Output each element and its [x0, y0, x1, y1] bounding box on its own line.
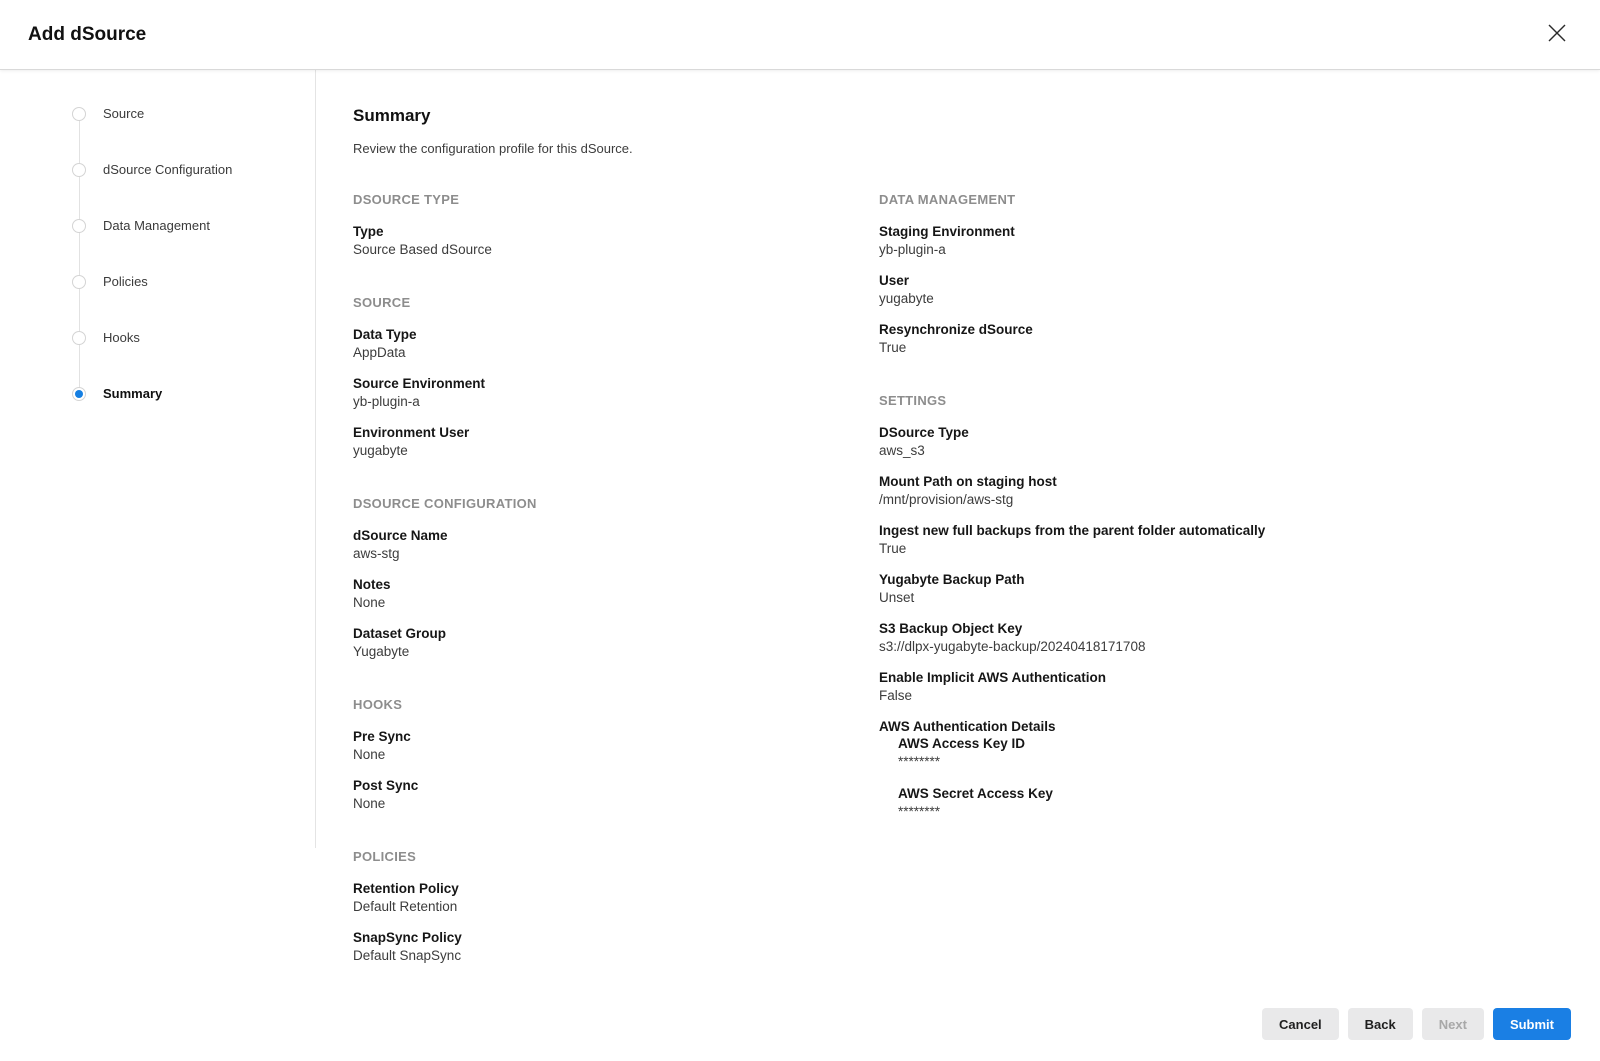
field-value: None — [353, 796, 386, 811]
field-dataset-group — [353, 625, 879, 660]
field-label: Notes — [353, 577, 391, 592]
field-value: Default SnapSync — [353, 948, 462, 963]
field-value: Unset — [879, 590, 915, 605]
field-s3-backup-object-key — [879, 620, 1560, 655]
field-label: Mount Path on staging host — [879, 474, 1057, 489]
field-label: dSource Name — [353, 528, 448, 543]
field-value: aws-stg — [353, 546, 400, 561]
step-dsource-configuration[interactable] — [0, 162, 316, 177]
step-label: Hooks — [103, 330, 140, 345]
wizard-sidebar — [0, 70, 316, 1061]
section-dsource-configuration — [353, 496, 879, 660]
field-ingest-full-backups — [879, 522, 1560, 557]
field-retention-policy — [353, 880, 879, 915]
field-staging-environment — [879, 223, 1560, 258]
step-label: Source — [103, 106, 145, 121]
field-label: AWS Secret Access Key — [898, 786, 1053, 801]
section-title: SOURCE — [353, 295, 411, 310]
cancel-button[interactable]: Cancel — [1262, 1008, 1339, 1040]
field-label: Pre Sync — [353, 729, 411, 744]
step-label: Data Management — [103, 218, 210, 233]
modal-header — [0, 0, 1600, 70]
field-user — [879, 272, 1560, 307]
section-title: DSOURCE CONFIGURATION — [353, 496, 537, 511]
summary-description: Review the configuration profile for this dSource. — [353, 141, 633, 156]
field-value: Yugabyte — [353, 644, 410, 659]
field-label: Data Type — [353, 327, 417, 342]
field-value-masked: ******** — [898, 754, 941, 769]
field-post-sync — [353, 777, 879, 812]
field-label: Staging Environment — [879, 224, 1015, 239]
step-circle-active-icon — [72, 387, 86, 401]
next-button[interactable]: Next — [1422, 1008, 1484, 1040]
field-aws-access-key-id — [898, 735, 1560, 770]
section-settings — [879, 393, 1560, 820]
field-notes — [353, 576, 879, 611]
field-value: s3://dlpx-yugabyte-backup/20240418171708 — [879, 639, 1146, 654]
field-enable-implicit-aws-auth — [879, 669, 1560, 704]
step-circle-icon — [72, 219, 86, 233]
wizard-stepper — [0, 70, 316, 401]
field-value: yb-plugin-a — [879, 242, 946, 257]
step-circle-icon — [72, 275, 86, 289]
section-title: POLICIES — [353, 849, 417, 864]
section-source — [353, 295, 879, 459]
field-mount-path — [879, 473, 1560, 508]
field-dsource-name — [353, 527, 879, 562]
step-summary-active[interactable] — [0, 386, 316, 401]
close-button[interactable] — [1542, 20, 1572, 50]
section-policies — [353, 849, 879, 964]
group-label: AWS Authentication Details — [879, 719, 1056, 734]
summary-heading: Summary — [353, 106, 431, 125]
aws-auth-sub-fields — [879, 735, 1560, 820]
field-label: Enable Implicit AWS Authentication — [879, 670, 1107, 685]
section-dsource-type — [353, 192, 879, 258]
step-source[interactable] — [0, 106, 316, 121]
section-hooks — [353, 697, 879, 812]
field-value: /mnt/provision/aws-stg — [879, 492, 1014, 507]
summary-content — [316, 70, 1600, 1061]
field-value: Source Based dSource — [353, 242, 492, 257]
field-label: DSource Type — [879, 425, 969, 440]
field-value: True — [879, 541, 907, 556]
wizard-footer — [1262, 1008, 1571, 1040]
step-label: Summary — [103, 386, 163, 401]
section-title: DATA MANAGEMENT — [879, 192, 1016, 207]
step-label: dSource Configuration — [103, 162, 233, 177]
field-label: Ingest new full backups from the parent folder automatically — [879, 523, 1266, 538]
field-value-masked: ******** — [898, 804, 941, 819]
section-title: DSOURCE TYPE — [353, 192, 460, 207]
field-resynchronize-dsource — [879, 321, 1560, 356]
field-value: yugabyte — [353, 443, 408, 458]
field-label: Dataset Group — [353, 626, 447, 641]
field-value: yugabyte — [879, 291, 934, 306]
field-label: Yugabyte Backup Path — [879, 572, 1025, 587]
field-snapsync-policy — [353, 929, 879, 964]
field-pre-sync — [353, 728, 879, 763]
page-title: Add dSource — [28, 23, 147, 45]
field-label: Retention Policy — [353, 881, 459, 896]
back-button[interactable]: Back — [1348, 1008, 1413, 1040]
field-value: yb-plugin-a — [353, 394, 420, 409]
field-label: Source Environment — [353, 376, 486, 391]
step-circle-icon — [72, 107, 86, 121]
step-circle-icon — [72, 331, 86, 345]
submit-button[interactable]: Submit — [1493, 1008, 1571, 1040]
step-label: Policies — [103, 274, 148, 289]
field-aws-secret-access-key — [898, 785, 1560, 820]
field-label: Environment User — [353, 425, 470, 440]
field-value: aws_s3 — [879, 443, 925, 458]
field-value: None — [353, 747, 386, 762]
section-title: HOOKS — [353, 697, 403, 712]
step-data-management[interactable] — [0, 218, 316, 233]
field-data-type — [353, 326, 879, 361]
modal-body — [0, 70, 1600, 1061]
section-data-management — [879, 192, 1560, 356]
step-policies[interactable] — [0, 274, 316, 289]
field-value: None — [353, 595, 386, 610]
step-hooks[interactable] — [0, 330, 316, 345]
summary-columns — [353, 192, 1560, 1001]
step-circle-icon — [72, 163, 86, 177]
field-value: True — [879, 340, 907, 355]
field-label: S3 Backup Object Key — [879, 621, 1023, 636]
field-value: Default Retention — [353, 899, 458, 914]
field-label: Post Sync — [353, 778, 419, 793]
field-label: Type — [353, 224, 384, 239]
summary-left-column — [353, 192, 879, 1001]
field-label: SnapSync Policy — [353, 930, 462, 945]
close-icon — [1546, 22, 1568, 47]
summary-right-column — [879, 192, 1560, 1001]
group-aws-authentication-details — [879, 718, 1560, 820]
field-label: AWS Access Key ID — [898, 736, 1026, 751]
field-environment-user — [353, 424, 879, 459]
field-dsource-type-setting — [879, 424, 1560, 459]
section-title: SETTINGS — [879, 393, 947, 408]
field-type — [353, 223, 879, 258]
field-value: AppData — [353, 345, 406, 360]
field-yugabyte-backup-path — [879, 571, 1560, 606]
field-source-environment — [353, 375, 879, 410]
field-label: User — [879, 273, 910, 288]
field-label: Resynchronize dSource — [879, 322, 1033, 337]
field-value: False — [879, 688, 913, 703]
